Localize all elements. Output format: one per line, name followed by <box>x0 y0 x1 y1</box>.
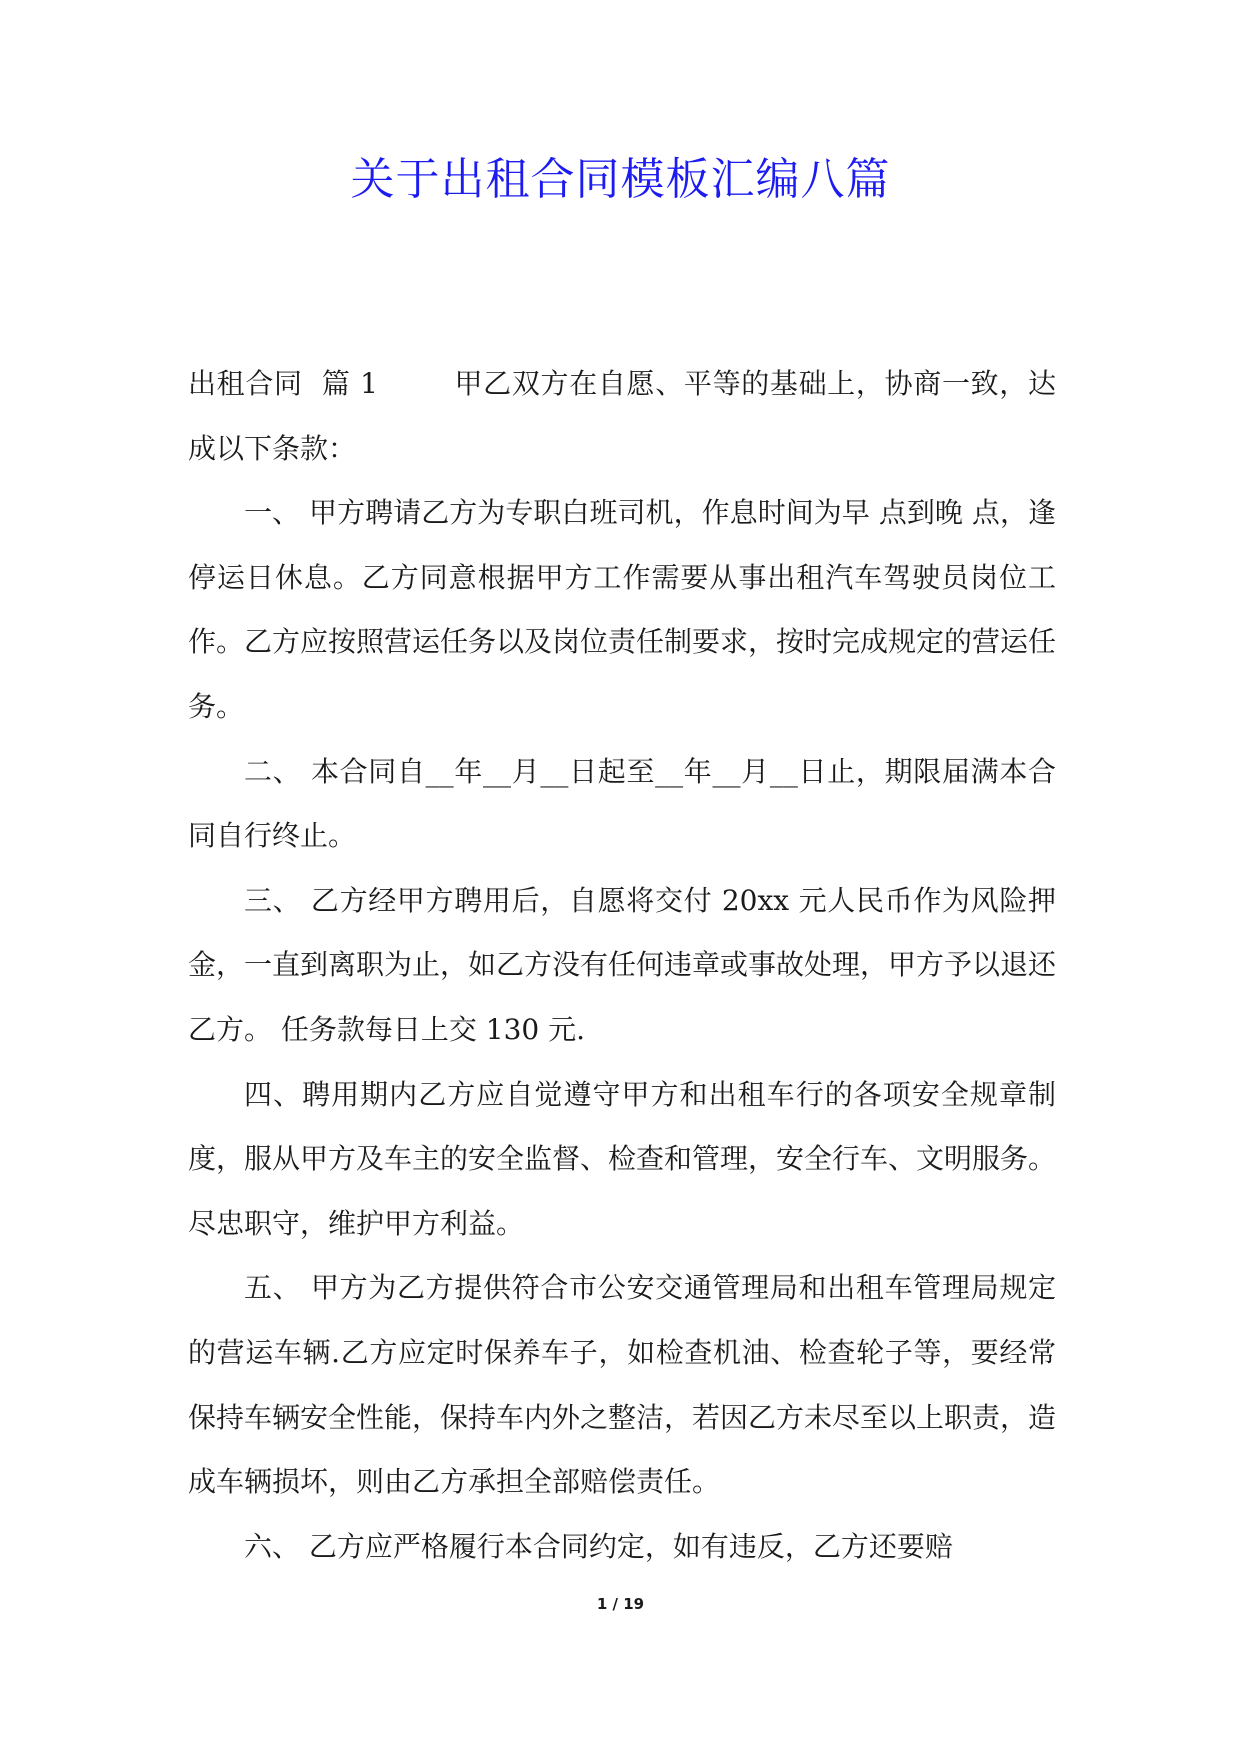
paragraph-clause-3: 三、 乙方经甲方聘用后，自愿将交付 20xx 元人民币作为风险押金，一直到离职为止，如乙方没有任何违章或事故处理，甲方予以退还乙方。 任务款每日上交 130 元. <box>188 883 1057 1046</box>
document-body <box>188 352 1056 1579</box>
page-number: 1 / 19 <box>596 1595 645 1613</box>
intro-text: 甲乙双方在自愿、平等的基础上，协商一致，达成以下条款： <box>188 367 1056 465</box>
document-title: 关于出租合同模板汇编八篇 <box>350 154 891 205</box>
paragraph-clause-1: 一、 甲方聘请乙方为专职白班司机，作息时间为早 点到晚 点，逢停运日休息。乙方同意根据甲方工作需要从事出租汽车驾驶员岗位工作。乙方应按照营运任务以及岗位责任制要求，按时完成规定的营运任务。 <box>188 496 1057 723</box>
paragraph-clause-5: 五、 甲方为乙方提供符合市公安交通管理局和出租车管理局规定的营运车辆.乙方应定时保养车子，如检查机油、检查轮子等，要经常保持车辆安全性能，保持车内外之整洁，若因乙方未尽至以上职责，造成车辆损坏，则由乙方承担全部赔偿责任。 <box>188 1271 1057 1499</box>
paragraph-clause-4: 四、聘用期内乙方应自觉遵守甲方和出租车行的各项安全规章制度，服从甲方及车主的安全监督、检查和管理，安全行车、文明服务。尽忠职守，维护甲方利益。 <box>188 1077 1057 1240</box>
paragraph-intro <box>188 352 1056 481</box>
paragraph-clause-6: 六、 乙方应严格履行本合同约定，如有违反，乙方还要赔 <box>244 1529 953 1563</box>
section-heading: 出租合同 篇 1 <box>188 367 378 400</box>
paragraph-clause-2: 二、 本合同自__年__月__日起至__年__月__日止，期限届满本合同自行终止。 <box>188 754 1056 853</box>
